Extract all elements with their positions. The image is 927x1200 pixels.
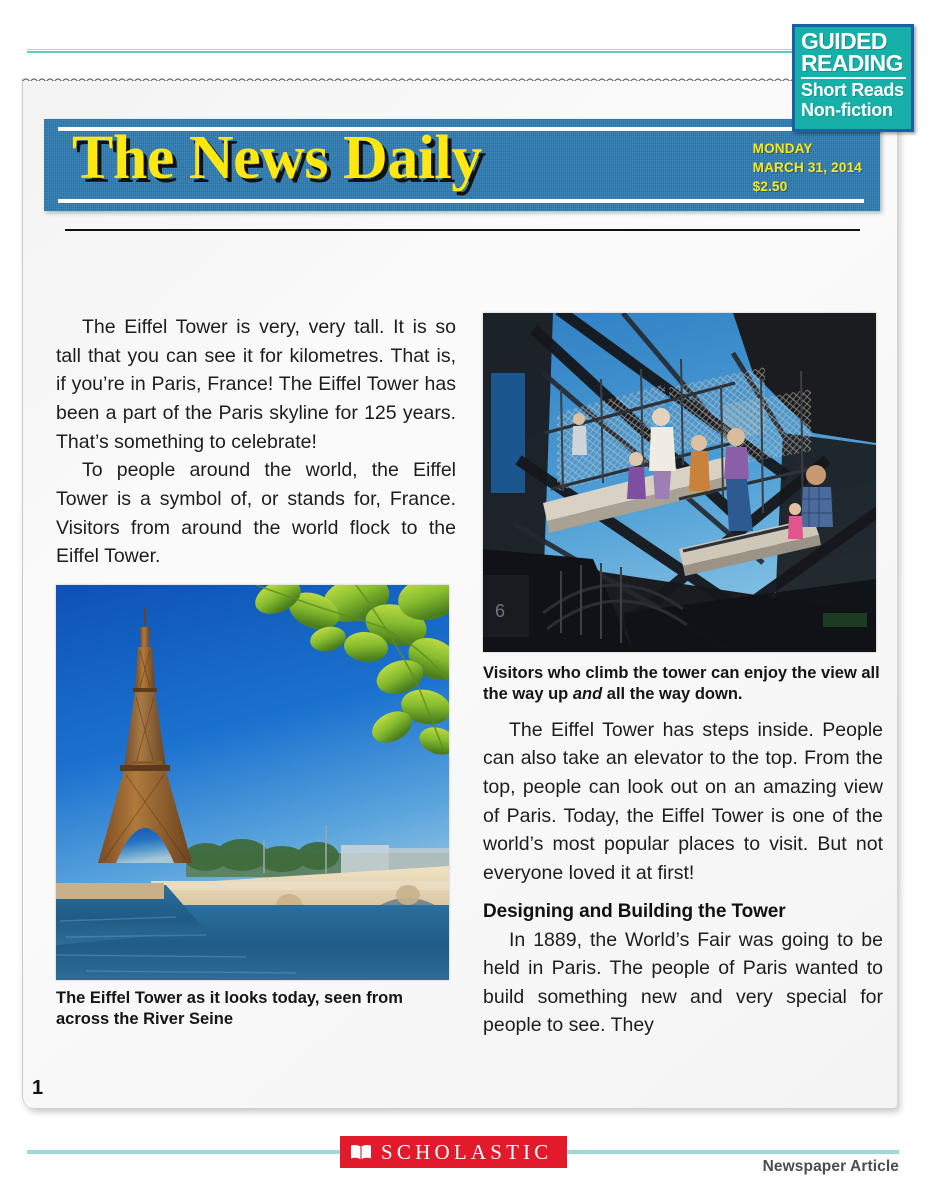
caption-text-part-2: all the way down.: [602, 684, 743, 703]
right-paragraph-2: In 1889, the World’s Fair was going to be held in Paris. The people of Paris wanted to build something new and very special for people to see. They: [483, 928, 883, 1037]
right-paragraph-1: The Eiffel Tower has steps inside. People can also take an elevator to the top. From the top, people can look out on an amazing view of Paris. Today, the Eiffel Tower is one of the world’s most popular places to visit. But not everyone loved it at first!: [483, 718, 883, 884]
guided-reading-badge: [792, 24, 914, 132]
tower-stairs-illustration: [483, 313, 876, 652]
badge-line-reading: READING: [801, 50, 903, 77]
content-type-label: Newspaper Article: [762, 1158, 899, 1175]
badge-line-nonfiction: Non-fiction: [801, 99, 893, 120]
scallop-icon: [22, 76, 897, 81]
top-divider-rule: [27, 49, 899, 54]
badge-line-short-reads: Short Reads: [801, 80, 904, 101]
newspaper-page-sheet: [22, 78, 897, 1108]
badge-line-guided: GUIDED: [801, 28, 887, 54]
right-column: [483, 313, 883, 1040]
masthead-price: $2.50: [752, 179, 788, 195]
newspaper-title: The News Daily: [72, 124, 482, 192]
scholastic-wordmark: SCHOLASTIC: [381, 1139, 553, 1164]
page-torn-edge: [22, 72, 897, 81]
eiffel-tower-seine-illustration: [56, 585, 449, 980]
caption-text-part-1: Visitors who climb the tower can enjoy the view all the way up: [483, 664, 880, 703]
masthead-day: MONDAY: [752, 141, 813, 156]
page-number: 1: [32, 1077, 44, 1099]
left-paragraph-1: The Eiffel Tower is very, very tall. It is so tall that you can see it for kilometres. That is, if you’re in Paris, France! The Eiffel Tower has been a part of the Paris skyline for 125 years. That’s something to celebrate!: [56, 316, 456, 453]
tower-stairs-photo: [483, 313, 876, 652]
left-paragraph-2: To people around the world, the Eiffel Tower is a symbol of, or stands for, France. Visitors from around the world flock to the Eiffel Tower.: [56, 459, 456, 568]
right-photo-caption: [483, 663, 883, 705]
eiffel-tower-seine-photo: [56, 585, 449, 980]
masthead-banner: [44, 119, 880, 211]
masthead-date: MARCH 31, 2014: [752, 160, 862, 176]
left-photo-caption: The Eiffel Tower as it looks today, seen from across the River Seine: [56, 988, 403, 1028]
masthead-rule-bottom: [58, 199, 864, 203]
scholastic-logo: [340, 1136, 567, 1168]
caption-text-italic: and: [572, 684, 603, 703]
open-book-icon: [350, 1144, 372, 1160]
headline-rule-bottom: [65, 229, 860, 231]
section-subheading: Designing and Building the Tower: [483, 900, 786, 922]
masthead-issue-info: [753, 139, 862, 196]
photo-sign-text: 6: [495, 601, 506, 621]
badge-divider: [801, 77, 906, 79]
left-column: [56, 313, 456, 1040]
